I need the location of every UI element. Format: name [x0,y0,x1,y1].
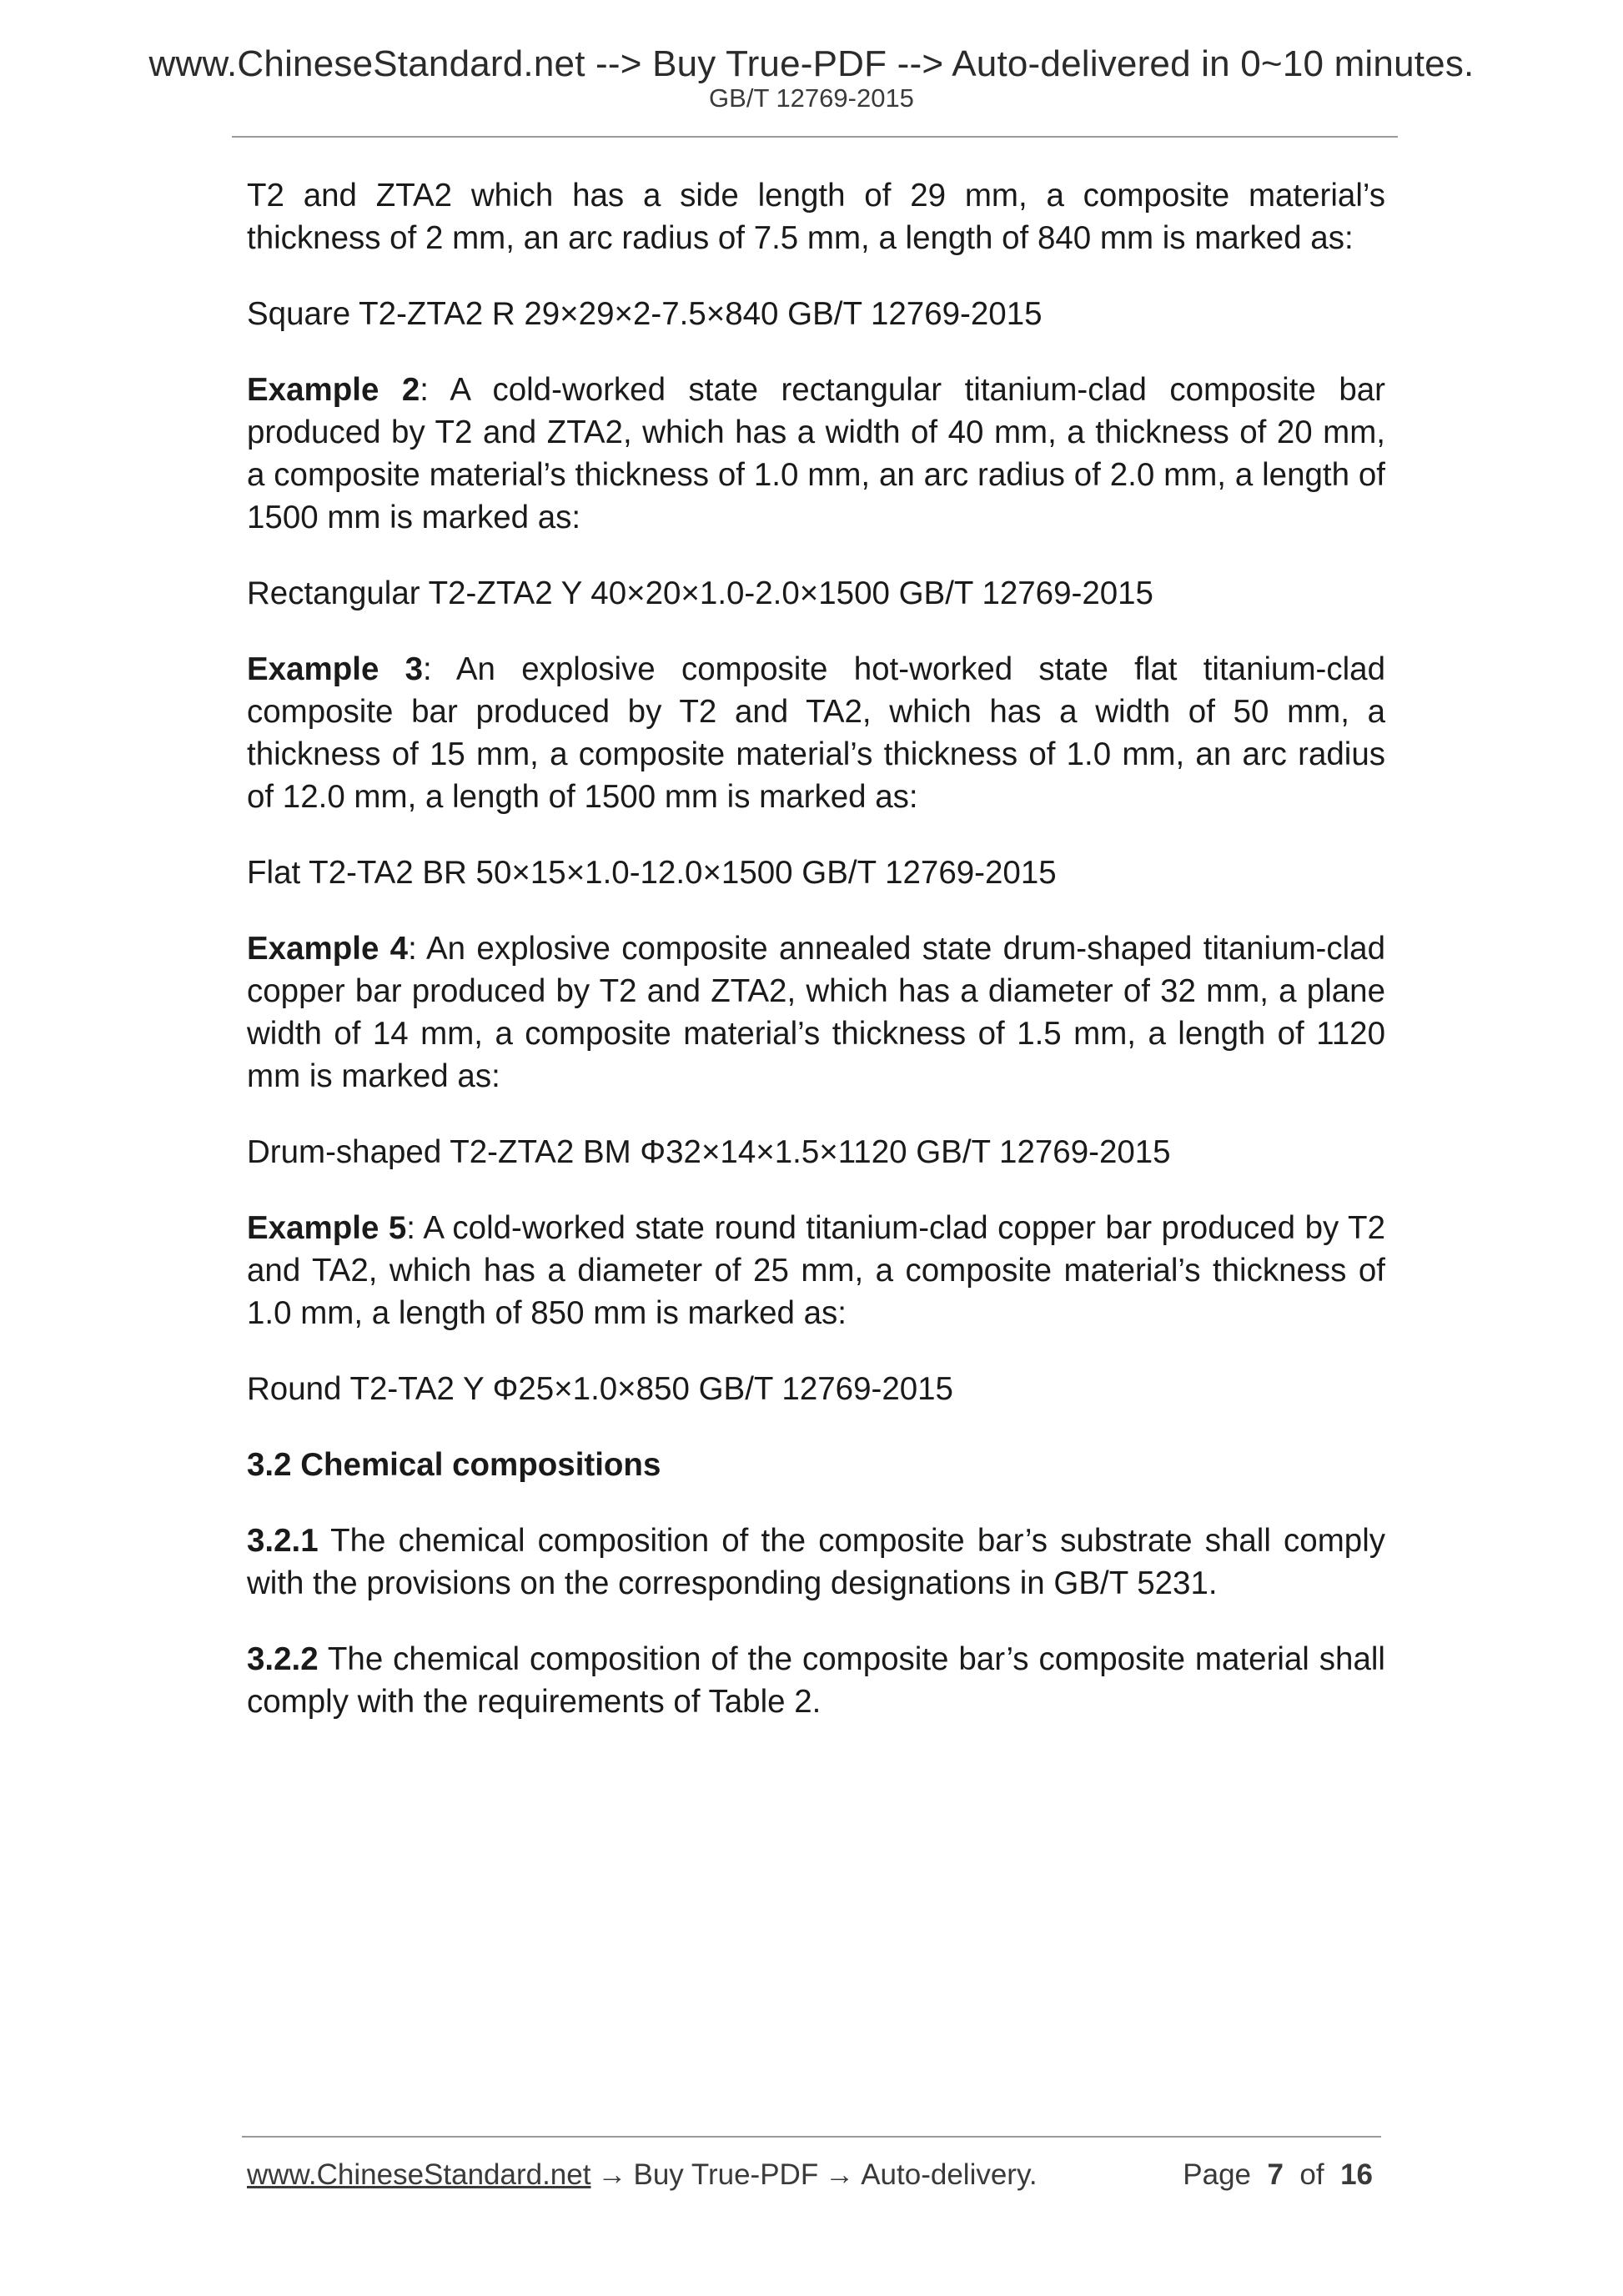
example-2-label: Example 2 [247,372,420,408]
arrow-right-icon: → [597,2158,627,2191]
example-4-text: : An explosive composite annealed state drum-shaped titanium-clad copper bar produced by T2 and ZTA2, which has a diameter of 32 mm, a plane width of 14 mm, a composite material’s thickness of 1.5 mm, a length of 1120 mm is marked as: [247,931,1385,1094]
example-5-paragraph [247,1207,1385,1334]
footer-divider [242,2136,1381,2138]
marking-example-2: Rectangular T2-ZTA2 Y 40×20×1.0-2.0×1500 GB/T 12769-2015 [247,575,1153,611]
page-total: 16 [1340,2158,1373,2191]
example-4-label: Example 4 [247,931,409,967]
clause-3-2-1-number: 3.2.1 [247,1523,319,1559]
marking-example-1: Square T2-ZTA2 R 29×29×2-7.5×840 GB/T 12769-2015 [247,296,1043,332]
page-label: Page [1183,2158,1252,2191]
header-doc-code: GB/T 12769-2015 [709,83,914,113]
page-number [1183,2158,1373,2192]
footer-links [247,2158,1038,2192]
marking-example-3: Flat T2-TA2 BR 50×15×1.0-12.0×1500 GB/T 12769-2015 [247,855,1057,891]
example-2-paragraph [247,369,1385,539]
of-label: of [1299,2158,1324,2191]
footer-buy-text: Buy True-PDF [633,2158,819,2191]
page-footer [247,2158,1381,2200]
intro-paragraph: T2 and ZTA2 which has a side length of 29 mm, a composite material’s thickness of 2 mm, an arc radius of 7.5 mm, a length of 840 mm is marked as: [247,178,1385,256]
header-divider [232,136,1398,138]
marking-example-4: Drum-shaped T2-ZTA2 BM Φ32×14×1.5×1120 GB/T 12769-2015 [247,1134,1171,1170]
clause-3-2-1-text: The chemical composition of the composite bar’s substrate shall comply with the provisions on the corresponding designations in GB/T 5231. [247,1523,1385,1601]
clause-3-2-2-number: 3.2.2 [247,1641,319,1677]
example-3-text: : An explosive composite hot-worked state flat titanium-clad composite bar produced by T2 and TA2, which has a width of 50 mm, a thickness of 15 mm, a composite material’s thickness of 1.0 mm, an arc radius of 12.0 mm, a length of 1500 mm is marked as: [247,651,1385,815]
document-body [247,174,1385,1756]
example-5-label: Example 5 [247,1210,407,1246]
arrow-right-icon: → [825,2158,855,2191]
page-current: 7 [1267,2158,1284,2191]
example-2-text: : A cold-worked state rectangular titanium-clad composite bar produced by T2 and ZTA2, which has a width of 40 mm, a thickness of 20 mm, a composite material’s thickness of 1.0 mm, an arc radius of 2.0 mm, a length of 1500 mm is marked as: [247,372,1385,535]
footer-delivery-text: Auto-delivery. [861,2158,1038,2191]
footer-site-link[interactable]: www.ChineseStandard.net [247,2158,591,2191]
marking-example-5: Round T2-TA2 Y Φ25×1.0×850 GB/T 12769-2015 [247,1371,953,1407]
clause-3-2-2-text: The chemical composition of the composite bar’s composite material shall comply with the requirements of Table 2. [247,1641,1385,1720]
clause-3-2-2 [247,1638,1385,1723]
example-5-text: : A cold-worked state round titanium-clad copper bar produced by T2 and TA2, which has a diameter of 25 mm, a composite material’s thickness of 1.0 mm, a length of 850 mm is marked as: [247,1210,1385,1331]
clause-3-2-1 [247,1520,1385,1605]
example-3-label: Example 3 [247,651,424,687]
section-heading: 3.2 Chemical compositions [247,1447,661,1483]
example-3-paragraph [247,648,1385,818]
header-banner: www.ChineseStandard.net --> Buy True-PDF --> Auto-delivered in 0~10 minutes. [148,43,1475,84]
example-4-paragraph [247,927,1385,1098]
